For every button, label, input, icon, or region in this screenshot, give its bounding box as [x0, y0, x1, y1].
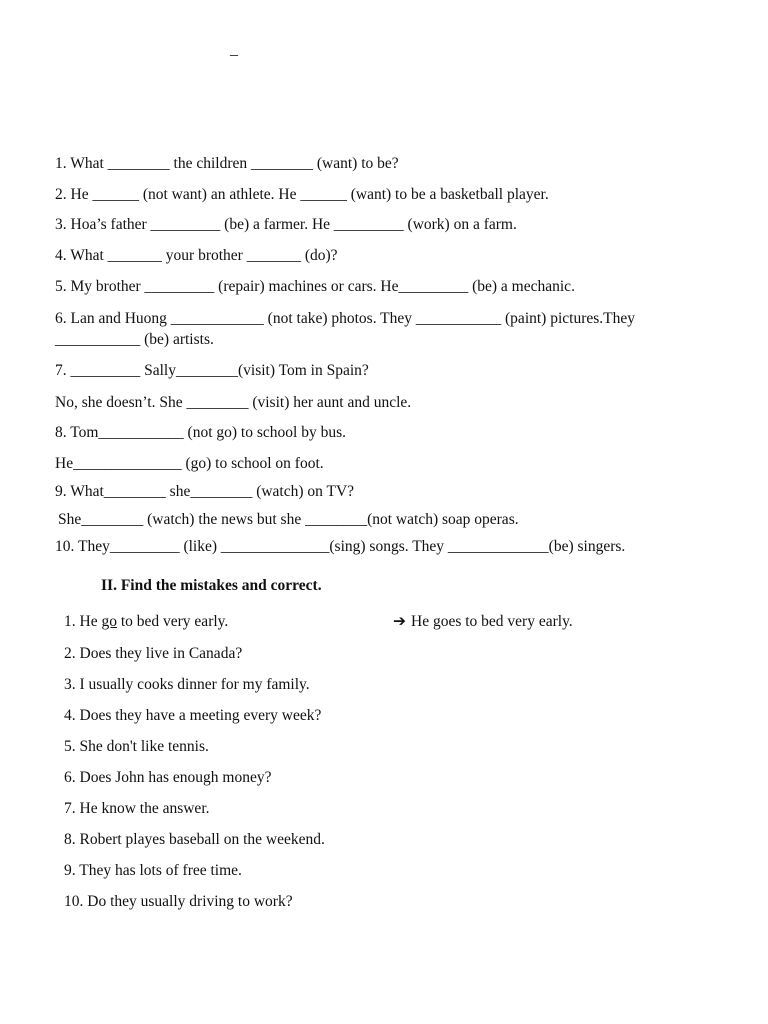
mistake-item: 3. I usually cooks dinner for my family. — [64, 676, 310, 693]
mistake-item — [64, 612, 228, 632]
correction-answer — [393, 612, 573, 632]
exercise-line: 7. _________ Sally________(visit) Tom in Spain? — [55, 362, 369, 379]
exercise-line: 9. What________ she________ (watch) on TV? — [55, 483, 355, 500]
exercise-line: 2. He ______ (not want) an athlete. He ______ (want) to be a basketball player. — [55, 186, 549, 203]
mistake-item: 5. She don't like tennis. — [64, 738, 209, 755]
exercise-line: She________ (watch) the news but she ________(not watch) soap operas. — [58, 511, 519, 528]
mistake-item: 6. Does John has enough money? — [64, 769, 272, 786]
mistake-item: 8. Robert playes baseball on the weekend. — [64, 831, 325, 848]
exercise-line: 10. They_________ (like) ______________(sing) songs. They _____________(be) singers. — [55, 538, 626, 555]
arrow-right-icon: ➔ — [393, 613, 406, 630]
exercise-line: 8. Tom___________ (not go) to school by bus. — [55, 424, 346, 441]
exercise-line: No, she doesn’t. She ________ (visit) her aunt and uncle. — [55, 394, 412, 411]
mistake-item: 2. Does they live in Canada? — [64, 645, 243, 662]
underlined-mistake: go — [101, 613, 117, 630]
mistake-item: 4. Does they have a meeting every week? — [64, 707, 322, 724]
exercise-line: 6. Lan and Huong ____________ (not take) photos. They ___________ (paint) pictures.They — [55, 310, 636, 327]
item-prefix: 1. He — [64, 613, 102, 630]
mistake-item: 10. Do they usually driving to work? — [64, 893, 293, 910]
exercise-line: He______________ (go) to school on foot. — [55, 455, 324, 472]
exercise-line: 4. What _______ your brother _______ (do)? — [55, 247, 338, 264]
exercise-line: 5. My brother _________ (repair) machines or cars. He_________ (be) a mechanic. — [55, 278, 575, 295]
section-heading: II. Find the mistakes and correct. — [101, 577, 322, 594]
header-mark: _ — [230, 41, 238, 58]
exercise-line: ___________ (be) artists. — [55, 331, 214, 348]
item-suffix: to bed very early. — [116, 613, 229, 630]
exercise-line: 3. Hoa’s father _________ (be) a farmer. He _________ (work) on a farm. — [55, 216, 517, 233]
exercise-line: 1. What ________ the children ________ (want) to be? — [55, 155, 399, 172]
answer-text: He goes to bed very early. — [411, 613, 573, 630]
mistake-item: 7. He know the answer. — [64, 800, 210, 817]
mistake-item: 9. They has lots of free time. — [64, 862, 242, 879]
